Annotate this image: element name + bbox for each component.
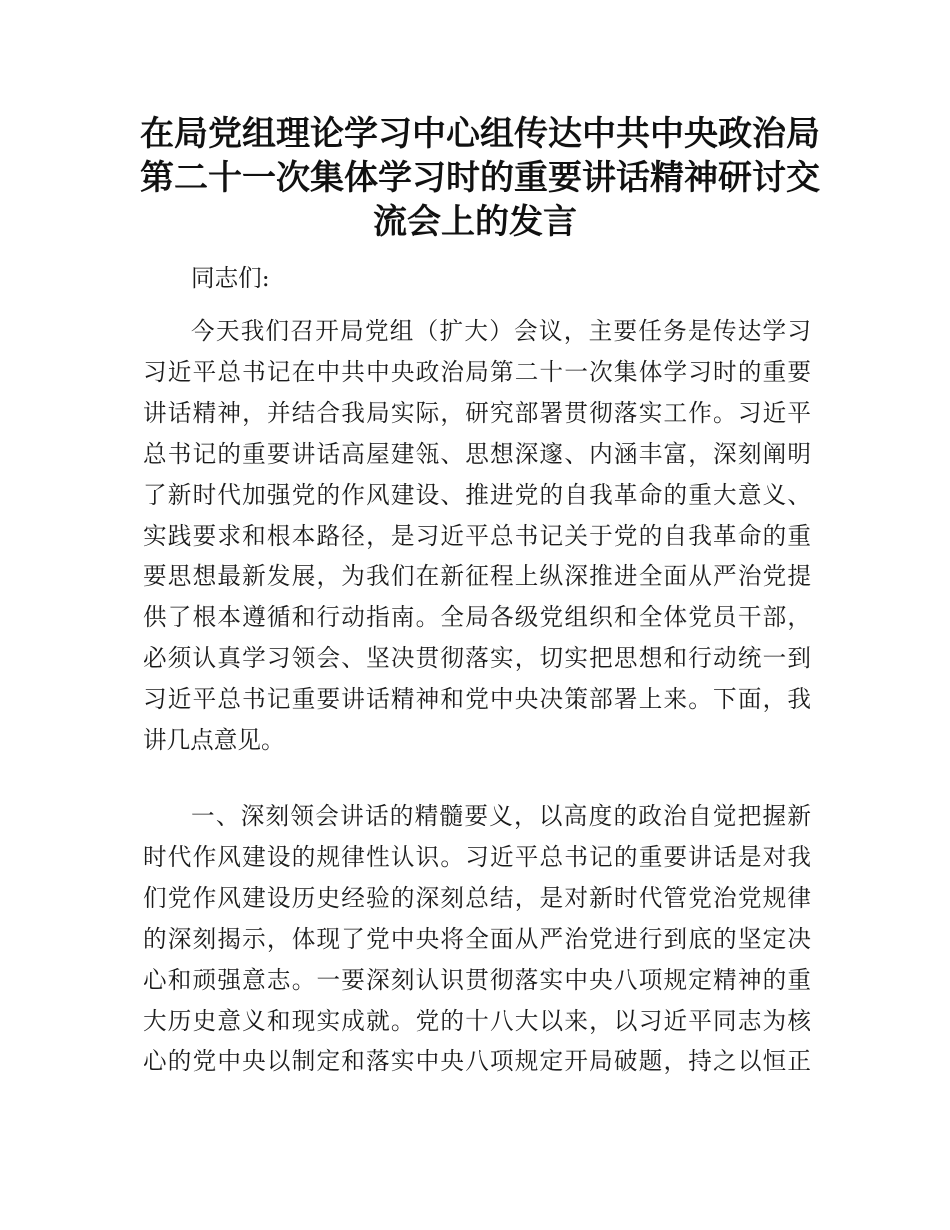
paragraph-line: 时代作风建设的规律性认识。习近平总书记的重要讲话是对我: [143, 842, 811, 871]
paragraph-line: 一、深刻领会讲话的精髓要义，以高度的政治自觉把握新: [191, 802, 811, 830]
paragraph-line: 实践要求和根本路径，是习近平总书记关于党的自我革命的重: [143, 521, 811, 550]
paragraph-line: 习近平总书记重要讲话精神和党中央决策部署上来。下面，我: [143, 685, 811, 714]
paragraph-line: 讲话精神，并结合我局实际，研究部署贯彻落实工作。习近平: [143, 398, 811, 427]
paragraph-line: 心和顽强意志。一要深刻认识贯彻落实中央八项规定精神的重: [143, 965, 811, 994]
paragraph-section-one: [143, 796, 811, 1082]
paragraph-intro: [143, 311, 811, 761]
paragraph-line: 大历史意义和现实成就。党的十八大以来，以习近平同志为核: [143, 1006, 811, 1035]
paragraph-line: 要思想最新发展，为我们在新征程上纵深推进全面从严治党提: [143, 562, 811, 591]
paragraph-line: 们党作风建设历史经验的深刻总结，是对新时代管党治党规律: [143, 883, 811, 912]
paragraph-line: 习近平总书记在中共中央政治局第二十一次集体学习时的重要: [143, 357, 811, 386]
paragraph-line: 讲几点意见。: [143, 726, 285, 755]
title-line: 在局党组理论学习中心组传达中共中央政治局: [140, 114, 820, 154]
paragraph-line: 了新时代加强党的作风建设、推进党的自我革命的重大意义、: [143, 480, 811, 509]
title-line: 第二十一次集体学习时的重要讲话精神研讨交: [140, 158, 820, 198]
paragraph-line: 供了根本遵循和行动指南。全局各级党组织和全体党员干部，: [143, 603, 811, 632]
paragraph-line: 今天我们召开局党组（扩大）会议，主要任务是传达学习: [191, 317, 811, 345]
document-title: [140, 112, 820, 244]
paragraph-line: 的深刻揭示，体现了党中央将全面从严治党进行到底的坚定决: [143, 924, 811, 953]
title-line: 流会上的发言: [373, 202, 577, 242]
greeting: 同志们:: [191, 264, 270, 292]
paragraph-line: 总书记的重要讲话高屋建瓴、思想深邃、内涵丰富，深刻阐明: [143, 439, 811, 468]
paragraph-line: 心的党中央以制定和落实中央八项规定开局破题，持之以恒正: [143, 1047, 811, 1076]
paragraph-line: 必须认真学习领会、坚决贯彻落实，切实把思想和行动统一到: [143, 644, 811, 673]
